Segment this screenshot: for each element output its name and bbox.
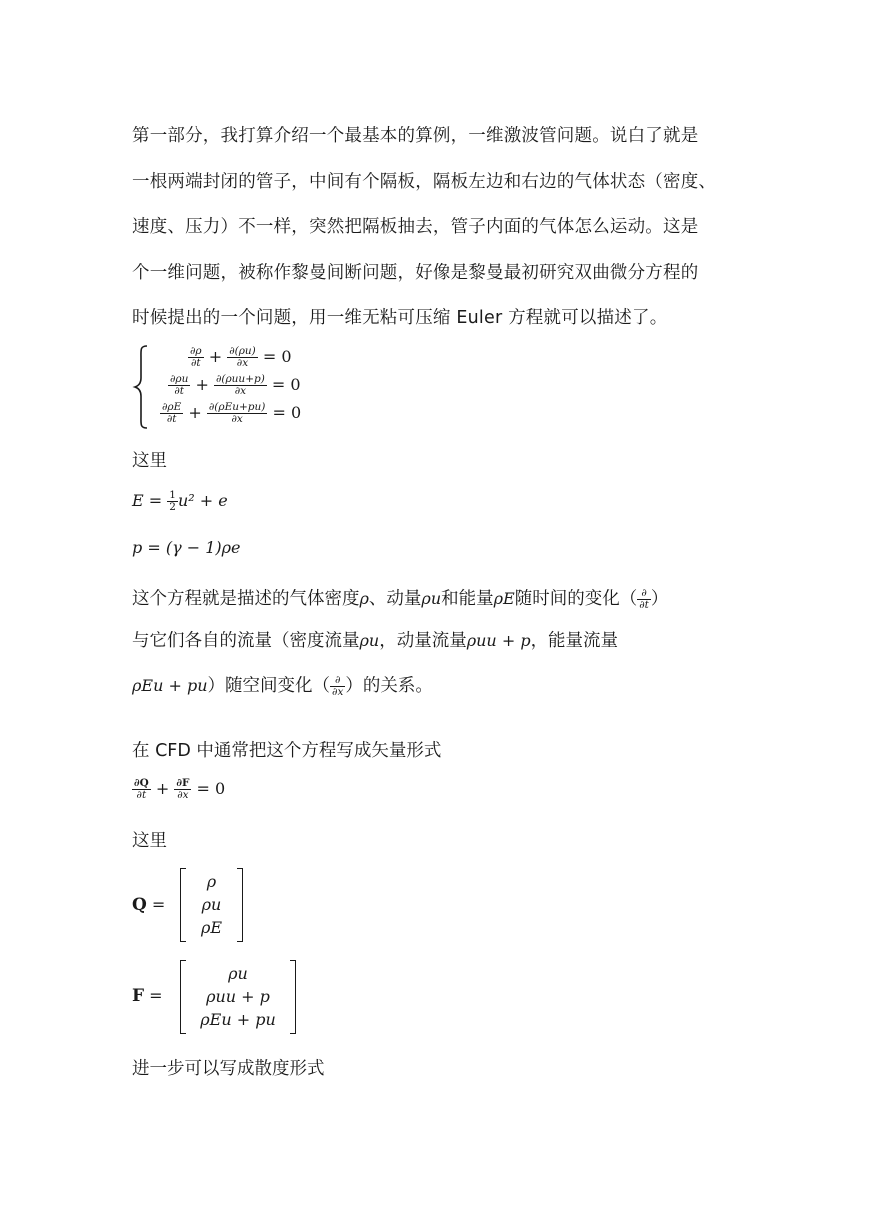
matrix-entry: ρ — [206, 872, 217, 891]
matrix-entry: ρu — [201, 895, 222, 914]
intro-line: 时候提出的一个问题，用一维无粘可压缩 Euler 方程就可以描述了。 — [132, 308, 668, 328]
fraction: $\frac{\partial\rho E}{\partial t}$ — [162, 401, 182, 425]
f-matrix — [180, 960, 296, 1034]
intro-line: 第一部分，我打算介绍一个最基本的算例，一维激波管问题。说白了就是 — [132, 126, 699, 146]
cfd-line: 在 CFD 中通常把这个方程写成矢量形式 — [132, 741, 442, 761]
fraction: $\frac{\partial\rho u}{\partial t}$ — [170, 373, 189, 397]
intro-paragraph — [132, 114, 742, 342]
fraction: $\frac{\partial}{\partial x}$ — [332, 673, 344, 698]
matrix-entry: ρEu + pu — [200, 1010, 276, 1029]
matrix-entry: ρE — [200, 918, 223, 937]
fraction: $\frac{\text{∂(ρEu+pu)}}{\partial x}$ — [208, 401, 266, 425]
energy-equation: E = $\frac{1}{2}$ u² + e — [132, 489, 228, 513]
fraction: $\frac{\partial(\rho u)}{\partial x}$ — [229, 345, 256, 369]
explain-line-2: 与它们各自的流量（密度流量ρu，动量流量ρuu + p，能量流量 — [132, 631, 619, 651]
q-matrix — [180, 868, 243, 942]
vector-equation: $\frac{\partial Q}{\partial t}$ + $\frac{\partial F}{\partial x}$ = 0 — [134, 777, 226, 801]
pressure-equation: p = (γ − 1)ρe — [132, 538, 241, 557]
here-label: 这里 — [132, 831, 167, 851]
fraction: $\frac{1}{2}$ — [169, 489, 176, 513]
euler-momentum-eq: $\frac{\partial\rho u}{\partial t}$ + $\frac{\text{∂(ρuu+p)}}{\partial x}$ = 0 — [170, 373, 301, 397]
explain-line-1: 这个方程就是描述的气体密度ρ、动量ρu和能量ρE随时间的变化（ $\frac{\partial}{\partial t}$ ） — [132, 586, 669, 611]
fraction: $\frac{\partial Q}{\partial t}$ — [134, 777, 149, 801]
fraction: $\frac{\partial}{\partial t}$ — [639, 586, 649, 611]
intro-line: 一根两端封闭的管子，中间有个隔板，隔板左边和右边的气体状态（密度、 — [132, 171, 717, 192]
fraction: $\frac{\partial\rho}{\partial t}$ — [190, 345, 202, 369]
intro-line: 个一维问题，被称作黎曼间断问题，好像是黎曼最初研究双曲微分方程的 — [132, 262, 699, 283]
explain-line-3: ρEu + pu）随空间变化（ $\frac{\partial}{\partial x}$ ）的关系。 — [132, 673, 433, 698]
fraction: $\frac{\text{∂(ρuu+p)}}{\partial x}$ — [215, 373, 265, 397]
here-label: 这里 — [132, 451, 167, 471]
matrix-entry: ρu — [228, 964, 248, 983]
fraction: $\frac{\partial F}{\partial x}$ — [176, 777, 190, 801]
divergence-line: 进一步可以写成散度形式 — [132, 1059, 325, 1079]
euler-mass-eq: $\frac{\partial\rho}{\partial t}$ + $\frac{\partial(\rho u)}{\partial x}$ = 0 — [190, 345, 292, 369]
euler-energy-eq: $\frac{\partial\rho E}{\partial t}$ + $\frac{\text{∂(ρEu+pu)}}{\partial x}$ = 0 — [162, 401, 302, 425]
matrix-entry: ρuu + p — [206, 987, 270, 1006]
intro-line: 速度、压力）不一样，突然把隔板抽去，管子内面的气体怎么运动。这是 — [132, 217, 699, 237]
left-brace — [132, 344, 150, 430]
